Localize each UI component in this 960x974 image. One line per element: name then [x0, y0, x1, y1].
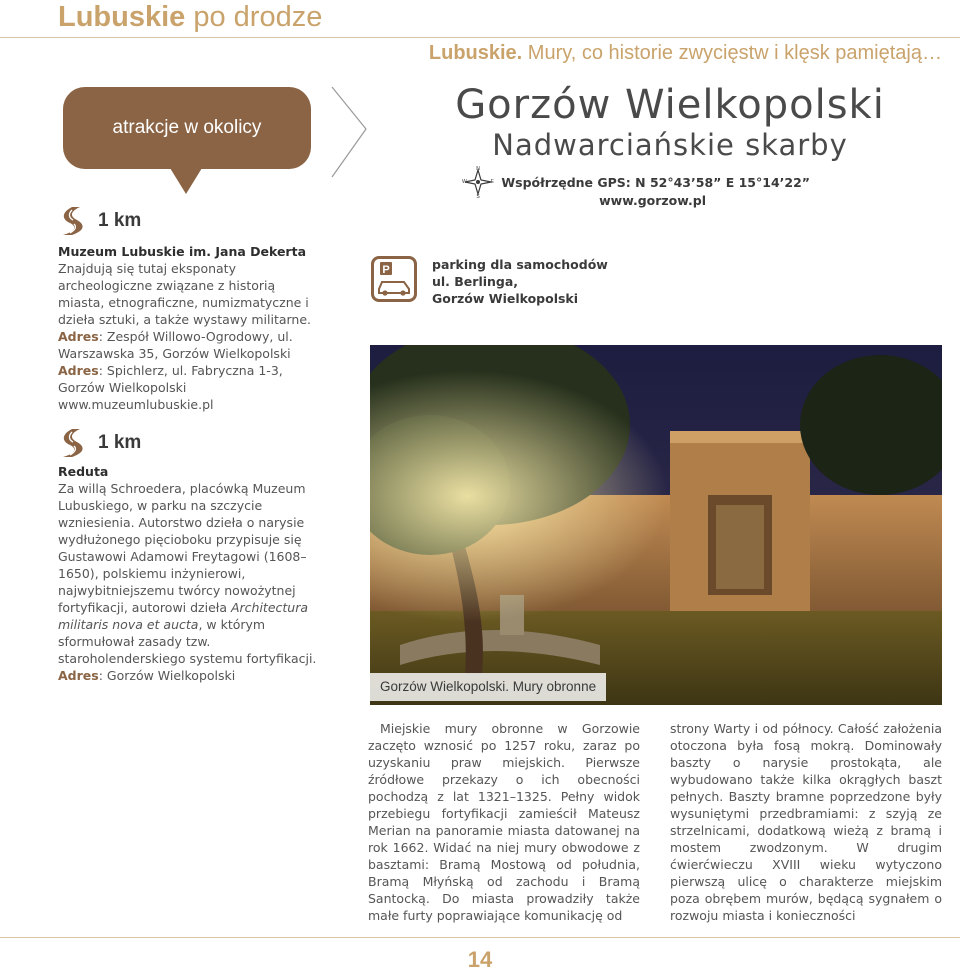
address-label: Adres	[58, 668, 99, 683]
parking-line: ul. Berlinga,	[432, 274, 519, 289]
compass-s: S	[476, 194, 481, 198]
attraction-address	[58, 328, 320, 362]
attraction-museum	[58, 243, 320, 413]
attractions-badge-label: atrakcje w okolicy	[112, 117, 262, 138]
parking-icon	[371, 256, 417, 302]
distance-label: 1 km	[98, 432, 142, 453]
attractions-badge	[63, 87, 311, 169]
header-divider	[0, 37, 960, 38]
gps-coordinates: Współrzędne GPS: N 52°43’58” E 15°14’22”	[501, 174, 810, 190]
subtitle-rest: Mury, co historie zwycięstw i klęsk pamiętają…	[522, 42, 942, 64]
distance-row	[58, 206, 141, 236]
body-column-1: Miejskie mury obronne w Gorzowie zaczęto wznosić po 1257 roku, zaraz po uzyskaniu praw miejskich. Pierwsze źródłowe przekazy o ich obecności pochodzą z lat 1321–1325. Pełny widok przebiegu fortyfikacji zamieścił Mateusz Merian na panoramie miasta datowanej na rok 1662. Widać na niej mury obwodowe z basztami: Bramą Mostową od południa, Bramą Młyńską od zachodu i Bramą Santocką. Do miasta prowadziły także małe furty poprawiające komunikację od	[368, 721, 640, 923]
distance-row	[58, 428, 141, 458]
page-title: Gorzów Wielkopolski	[455, 82, 885, 128]
compass-icon	[461, 166, 495, 198]
body-column-2: strony Warty i od północy. Całość założenia otoczona była fosą mokrą. Dominowały baszty o narysie prostokąta, ale wybudowano także kilka okrągłych baszt pełnych. Baszty bramne poprzedzone były wysuniętymi przedbramiami: z szyją ze strzelnicami, dodatkową wieżą z bramą i mostem zwodzonym. W drugim ćwierćwieczu XVIII wieku wytyczono pierwszą ulicę o charakterze miejskim poza obrębem murów, będącą sygnałem o rozwoju miasta i konieczności	[670, 721, 942, 923]
attraction-reduta	[58, 463, 320, 684]
address-label: Adres	[58, 329, 99, 344]
parking-letter: P	[382, 264, 390, 276]
address-label: Adres	[58, 363, 99, 378]
attraction-name: Muzeum Lubuskie im. Jana Dekerta	[58, 244, 307, 259]
museum-url[interactable]: www.muzeumlubuskie.pl	[58, 397, 214, 412]
photo-caption: Gorzów Wielkopolski. Mury obronne	[370, 673, 606, 701]
book-title: Architectura militaris nova et aucta	[58, 600, 309, 632]
attraction-name: Reduta	[58, 464, 109, 479]
city-url[interactable]: www.gorzow.pl	[599, 193, 706, 208]
attraction-address	[58, 362, 320, 396]
chevron-right-icon	[330, 85, 370, 185]
city-walls-photo	[370, 345, 942, 705]
attraction-description	[58, 480, 320, 667]
description-part: , w którym sformułował zasady tzw. staroholenderskiego systemu fortyfikacji.	[58, 617, 317, 666]
road-icon	[58, 428, 88, 458]
badge-pointer	[170, 168, 202, 194]
address-value: : Spichlerz, ul. Fabryczna 1-3, Gorzów Wielkopolski	[58, 363, 283, 395]
footer-divider	[0, 937, 960, 938]
description-part: Za willą Schroedera, placówką Muzeum Lubuskiego, w parku na szczycie wzniesienia. Autorstwo dzieła o narysie wydłużonego pięcioboku przypisuje się Gustawowi Adamowi Freytagowi (1608–1650), polskiemu inżynierowi, najwybitniejszemu twórcy nowożytnej fortyfikacji, autorowi dzieła	[58, 481, 307, 615]
page-subtitle: Nadwarciańskie skarby	[492, 128, 848, 162]
page-number: 14	[467, 947, 493, 972]
attraction-description: Znajdują się tutaj eksponaty archeologiczne związane z historią miasta, etnograficzne, numizmatyczne i dzieła sztuki, a także wystawy militarne.	[58, 261, 312, 327]
compass-n: N	[476, 166, 481, 172]
parking-info	[432, 256, 608, 307]
attraction-address	[58, 667, 320, 684]
subtitle-bold: Lubuskie.	[428, 42, 523, 64]
compass-e: E	[491, 179, 495, 185]
address-value: : Gorzów Wielkopolski	[98, 668, 236, 683]
parking-line: parking dla samochodów	[432, 257, 608, 272]
distance-label: 1 km	[98, 210, 142, 231]
parking-line: Gorzów Wielkopolski	[432, 291, 579, 306]
road-icon	[58, 206, 88, 236]
compass-w: W	[462, 179, 468, 185]
header-subtitle	[429, 42, 942, 65]
header-brand	[58, 0, 322, 34]
brand-bold: Lubuskie	[58, 1, 186, 33]
address-value: : Zespół Willowo-Ogrodowy, ul. Warszawska 35, Gorzów Wielkopolski	[58, 329, 293, 361]
brand-rest: po drodze	[185, 1, 323, 33]
